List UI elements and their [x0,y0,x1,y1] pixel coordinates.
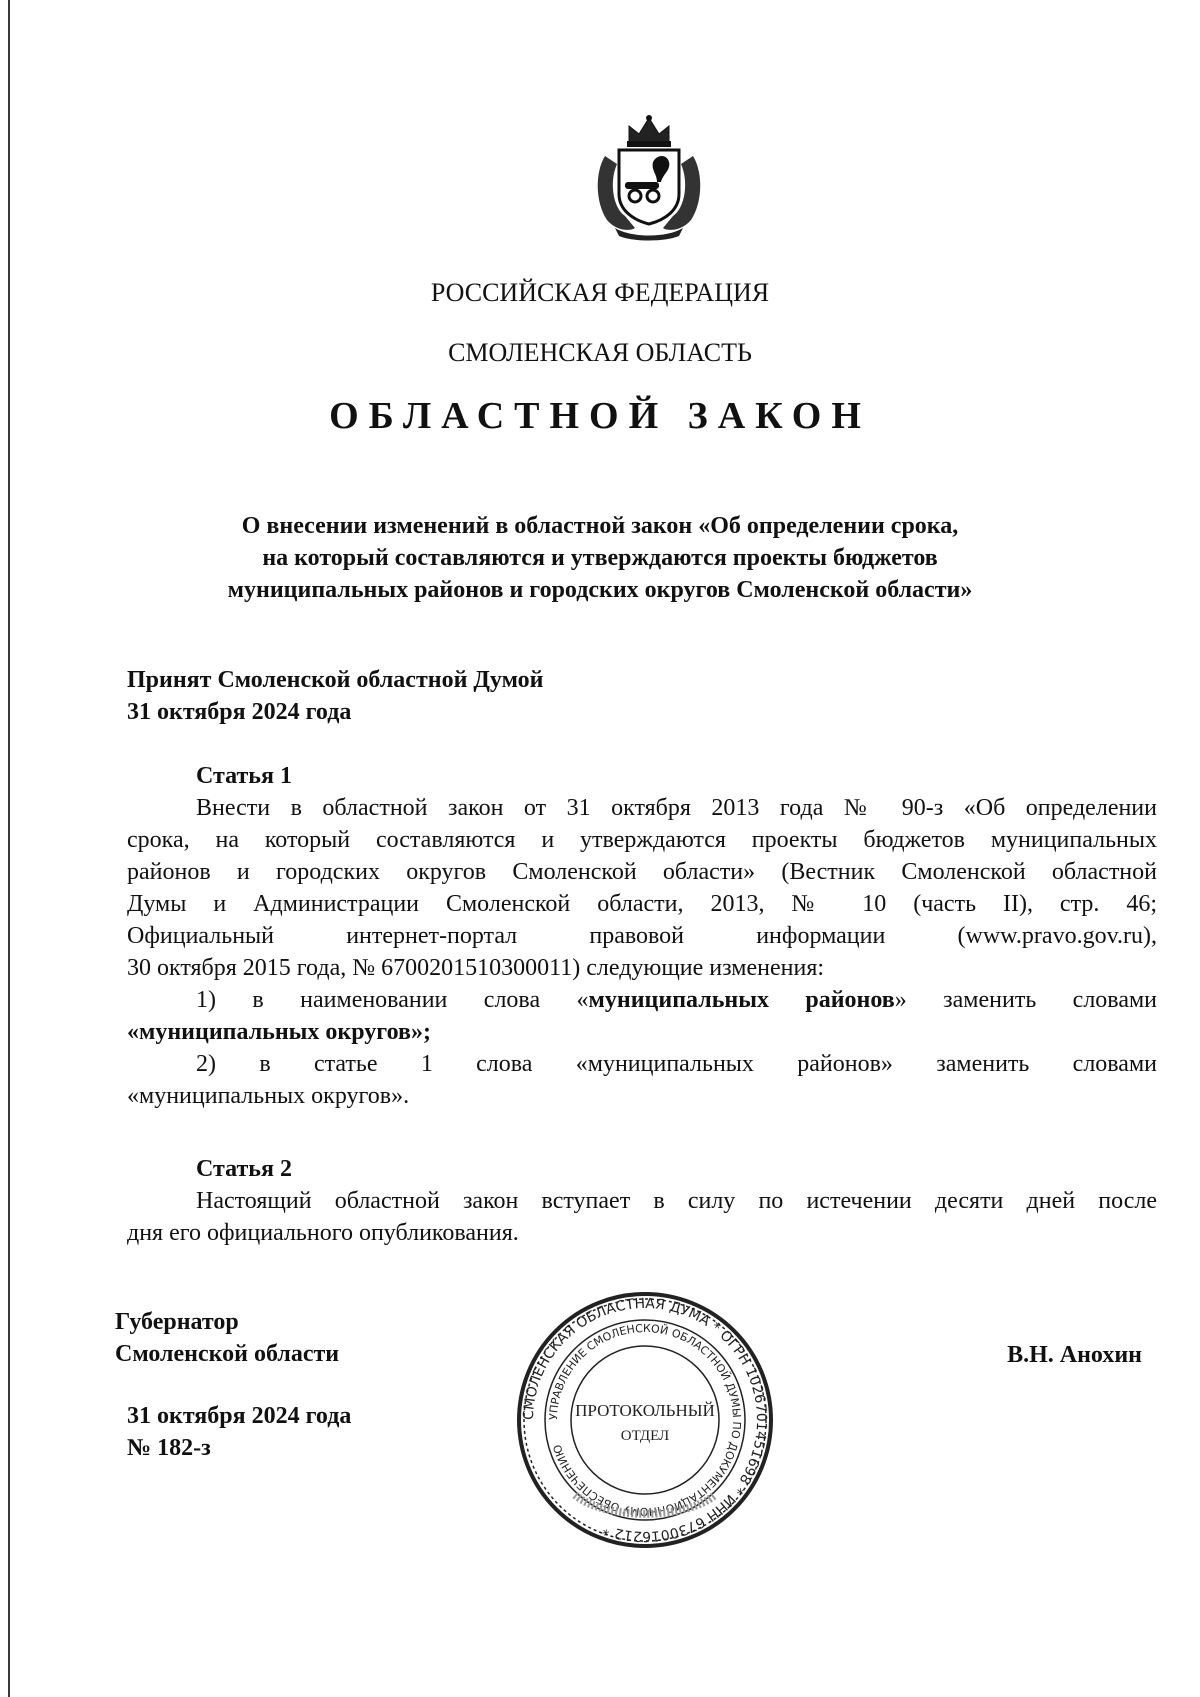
article-1-line: районов и городских округов Смоленской области» (Вестник Смоленской областной [127,859,1157,885]
governor-title-line: Смоленской области [115,1341,340,1367]
article-1-line: Думы и Администрации Смоленской области, 2013, № 10 (часть II), стр. 46; [127,891,1157,917]
item-1-suffix: »; [410,1019,431,1045]
seal-outer-text-path: СМОЛЕНСКАЯ ОБЛАСТНАЯ ДУМА * ОГРН 1026701451698 * ИНН 6730016212 * [520,1295,770,1545]
article-1-item-1-continuation [127,1016,1157,1048]
document-type-heading: ОБЛАСТНОЙ ЗАКОН [329,395,871,437]
adoption-body: Принят Смоленской областной Думой [127,667,544,693]
item-1-old-words: муниципальных районов [588,987,895,1013]
item-1-new-words: муниципальных округов [139,1019,411,1045]
adoption-date: 31 октября 2024 года [127,699,352,725]
seal-inner-text-path: УПРАВЛЕНИЕ СМОЛЕНСКОЙ ОБЛАСТНОЙ ДУМЫ ПО ДОКУМЕНТАЦИОННОМУ ОБЕСПЕЧЕНИЮ [546,1321,744,1519]
article-1-item-1 [127,984,1157,1016]
law-title-line: муниципальных районов и городских округов Смоленской области» [227,577,973,603]
governor-name: В.Н. Анохин [1007,1342,1142,1368]
governor-title-line: Губернатор [115,1309,239,1335]
article-1-line: Внести в областной закон от 31 октября 2013 года № 90-з «Об определении [196,795,1157,821]
article-2-body [127,1185,1157,1249]
adoption-note [127,664,543,728]
seal-center-line-1: ПРОТОКОЛЬНЫЙ [575,1401,715,1420]
region-heading: СМОЛЕНСКАЯ ОБЛАСТЬ [448,338,752,367]
article-2-line: дня его официального опубликования. [127,1220,519,1246]
official-seal-stamp [515,1290,775,1550]
governor-title [115,1306,339,1370]
article-1-line: Официальный интернет-портал правовой информации (www.pravo.gov.ru), [127,923,1157,949]
item-1-prefix: 1) в наименовании слова « [196,987,589,1013]
seal-center-line-2: ОТДЕЛ [620,1428,670,1444]
law-date-number [127,1400,351,1464]
article-2-heading: Статья 2 [196,1156,292,1182]
smolensk-coat-of-arms-icon [595,112,703,242]
article-2-line: Настоящий областной закон вступает в силу по истечении десяти дней после [196,1188,1157,1214]
article-1-heading: Статья 1 [196,763,292,789]
page-left-border [8,0,10,1697]
article-1-item-2-continuation: «муниципальных округов». [127,1083,410,1109]
article-1-line: 30 октября 2015 года, № 6700201510300011) следующие изменения: [127,955,825,981]
law-title-line: на который составляются и утверждаются проекты бюджетов [262,545,938,571]
article-1-body [127,792,1157,1112]
article-1-item-2: 2) в статье 1 слова «муниципальных районов» заменить словами [196,1051,1157,1077]
law-number: № 182-з [127,1435,211,1461]
law-title [130,510,1070,606]
item-1-open-quote: « [127,1019,139,1045]
country-heading: РОССИЙСКАЯ ФЕДЕРАЦИЯ [430,278,770,307]
item-1-mid: » заменить словами [894,987,1158,1013]
article-1-line: срока, на который составляются и утверждаются проекты бюджетов муниципальных [127,827,1157,853]
law-signing-date: 31 октября 2024 года [127,1403,352,1429]
law-title-line: О внесении изменений в областной закон «Об определении срока, [241,513,959,539]
